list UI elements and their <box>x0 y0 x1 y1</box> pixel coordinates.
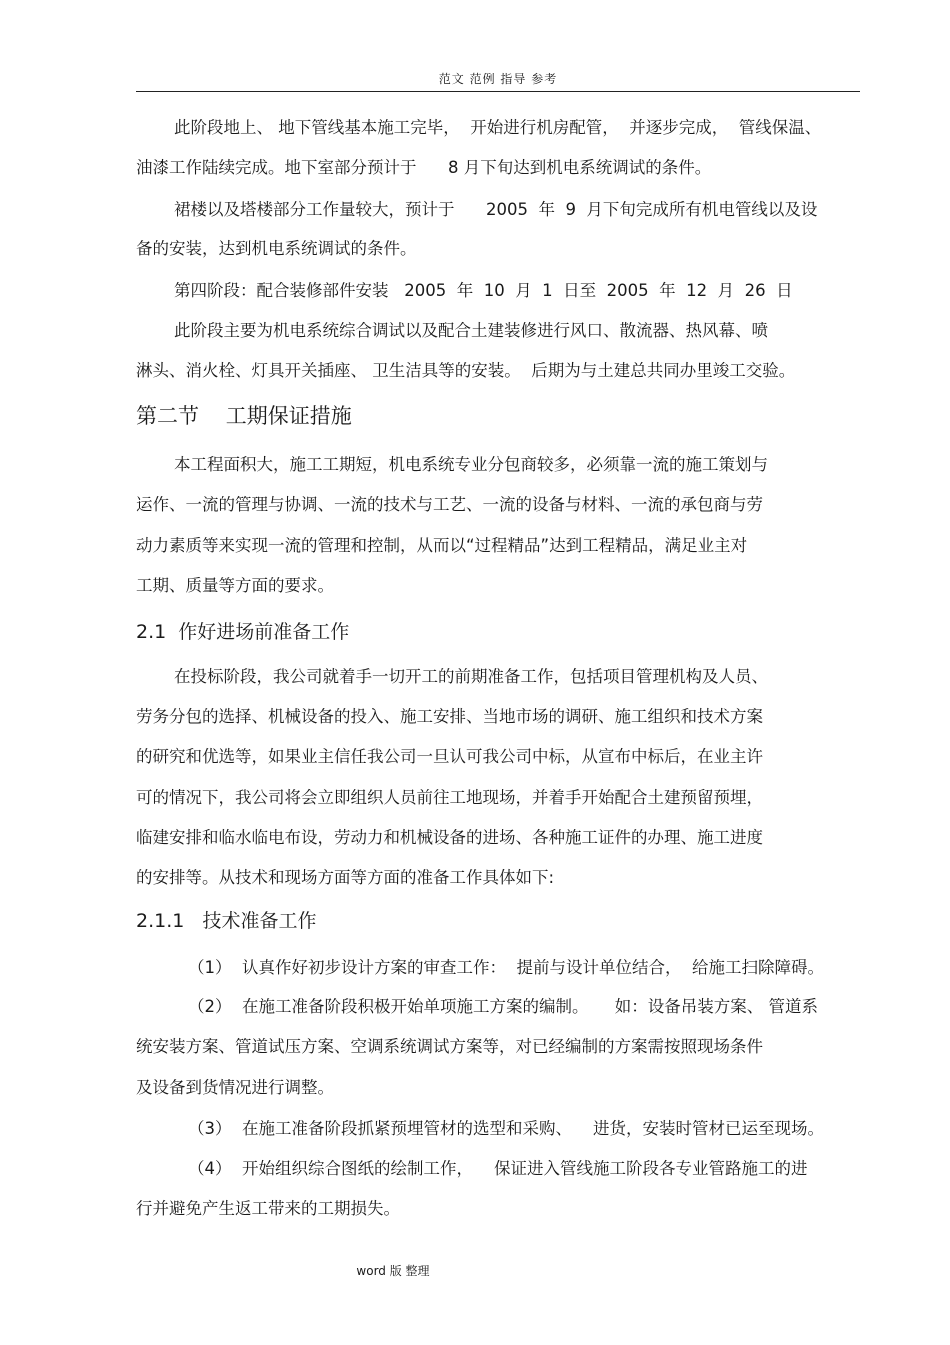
paragraph-line: 工期、质量等方面的要求。 <box>136 576 334 595</box>
section-heading: 第二节 工期保证措施 <box>136 404 352 428</box>
paragraph-line: 可的情况下，我公司将会立即组织人员前往工地现场，并着手开始配合土建预留预埋， <box>136 788 763 807</box>
paragraph-line: 临建安排和临水临电布设，劳动力和机械设备的进场、各种施工证件的办理、施工进度 <box>136 828 763 847</box>
header-rule <box>136 91 860 92</box>
paragraph-line: 油漆工作陆续完成。地下室部分预计于 8 月下旬达到机电系统调试的条件。 <box>136 158 712 177</box>
paragraph-line: 行并避免产生返工带来的工期损失。 <box>136 1199 400 1218</box>
paragraph-line: 在投标阶段，我公司就着手一切开工的前期准备工作，包括项目管理机构及人员、 <box>174 667 768 686</box>
paragraph-line: 劳务分包的选择、机械设备的投入、施工安排、当地市场的调研、施工组织和技术方案 <box>136 707 763 726</box>
paragraph-line: 及设备到货情况进行调整。 <box>136 1078 334 1097</box>
paragraph-line: 本工程面积大，施工工期短，机电系统专业分包商较多，必须靠一流的施工策划与 <box>174 455 768 474</box>
paragraph-line: 此阶段地上、 地下管线基本施工完毕， 开始进行机房配管， 并逐步完成， 管线保温、 <box>174 118 822 137</box>
paragraph-line: 此阶段主要为机电系统综合调试以及配合土建装修进行风口、散流器、热风幕、喷 <box>174 321 768 340</box>
page-header: 范文 范例 指导 参考 <box>438 72 558 86</box>
paragraph-line: 的安排等。从技术和现场方面等方面的准备工作具体如下: <box>136 868 555 887</box>
paragraph-line: 淋头、消火栓、灯具开关插座、 卫生洁具等的安装。 后期为与土建总共同办里竣工交验。 <box>136 361 796 380</box>
list-item: （3） 在施工准备阶段抓紧预埋管材的选型和采购、 进货，安装时管材已运至现场。 <box>188 1119 824 1138</box>
paragraph-line: 备的安装，达到机电系统调试的条件。 <box>136 239 417 258</box>
paragraph-line: 运作、一流的管理与协调、一流的技术与工艺、一流的设备与材料、一流的承包商与劳 <box>136 495 763 514</box>
paragraph-line: 第四阶段：配合装修部件安装 2005 年 10 月 1 日至 2005 年 12 月 26 日 <box>174 281 793 300</box>
paragraph-line: 动力素质等来实现一流的管理和控制，从而以“过程精品”达到工程精品，满足业主对 <box>136 536 748 555</box>
subsection-heading: 2.1 作好进场前准备工作 <box>136 621 350 643</box>
list-item: （4） 开始组织综合图纸的绘制工作， 保证进入管线施工阶段各专业管路施工的进 <box>188 1159 808 1178</box>
subsubsection-heading: 2.1.1 技术准备工作 <box>136 910 317 932</box>
list-item: （2） 在施工准备阶段积极开始单项施工方案的编制。 如：设备吊装方案、 管道系 <box>188 997 818 1016</box>
paragraph-line: 统安装方案、管道试压方案、空调系统调试方案等，对已经编制的方案需按照现场条件 <box>136 1037 763 1056</box>
paragraph-line: 裙楼以及塔楼部分工作量较大，预计于 2005 年 9 月下旬完成所有机电管线以及设 <box>174 200 818 219</box>
list-item: （1） 认真作好初步设计方案的审查工作： 提前与设计单位结合， 给施工扫除障碍。 <box>188 958 824 977</box>
paragraph-line: 的研究和优选等，如果业主信任我公司一旦认可我公司中标，从宣布中标后，在业主许 <box>136 747 763 766</box>
footer-text: word 版 整理 <box>356 1264 430 1278</box>
page-footer <box>0 1262 950 1279</box>
